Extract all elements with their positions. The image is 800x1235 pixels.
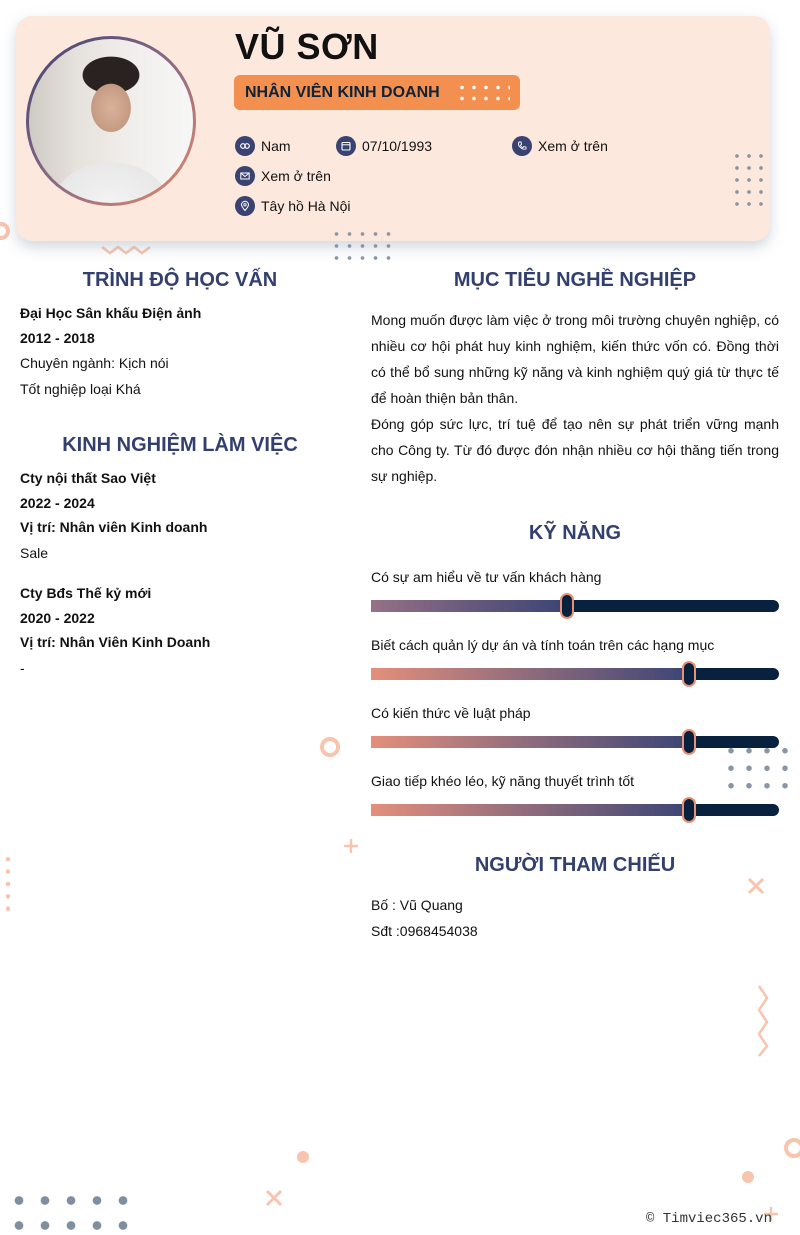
ring-decoration — [0, 222, 10, 240]
objective-paragraph: Đóng góp sức lực, trí tuệ để tạo nên sự phát triển vững mạnh cho Công ty. Từ đó được đón nhận nhiều cơ hội thăng tiến trong sự nghiệp. — [371, 416, 779, 484]
skill-label: Có sự am hiểu về tư vấn khách hàng — [371, 569, 602, 585]
skill-label: Có kiến thức về luật pháp — [371, 705, 531, 721]
experience-period: 2022 - 2024 — [20, 495, 95, 511]
education-grade: Tốt nghiệp loại Khá — [20, 381, 141, 397]
cross-decoration — [746, 876, 766, 896]
skills-title: KỸ NĂNG — [528, 522, 622, 544]
skill-bar-handle — [682, 661, 696, 687]
education-title: TRÌNH ĐỘ HỌC VẤN — [82, 269, 278, 291]
experience-position: Vị trí: Nhân Viên Kinh Doanh — [20, 634, 211, 650]
experience-description: Sale — [20, 545, 49, 561]
skill-bar-fill — [371, 668, 689, 680]
phone-info — [512, 136, 608, 156]
candidate-name: VŨ SƠN — [235, 26, 379, 67]
avatar — [26, 36, 196, 206]
dots-decoration — [330, 228, 396, 264]
profile-photo — [29, 39, 193, 203]
skill-bar — [371, 804, 779, 816]
skill-bar-fill — [371, 600, 567, 612]
skill-bar-fill — [371, 804, 689, 816]
experience-description: - — [20, 660, 25, 676]
email-value: Xem ở trên — [261, 168, 331, 184]
copyright-footer: © Timviec365.vn — [645, 1211, 772, 1227]
job-title-badge — [234, 75, 520, 110]
phone-icon — [512, 136, 532, 156]
zigzag-decoration — [100, 244, 152, 256]
mail-icon — [235, 166, 255, 186]
dots-decoration — [4, 853, 12, 911]
reference-name: Bố : Vũ Quang — [371, 897, 463, 913]
dot-decoration — [742, 1171, 754, 1183]
dots-decoration — [456, 82, 510, 102]
birthdate-info — [336, 136, 432, 156]
skill-bar — [371, 668, 779, 680]
skill-label: Giao tiếp khéo léo, kỹ năng thuyết trình tốt — [371, 773, 635, 789]
email-info — [235, 166, 331, 186]
skill-bar-fill — [371, 736, 689, 748]
address-value: Tây hồ Hà Nội — [261, 198, 351, 214]
experience-company: Cty nội thất Sao Việt — [20, 470, 156, 486]
education-major: Chuyên ngành: Kịch nói — [20, 355, 169, 371]
phone-value: Xem ở trên — [538, 138, 608, 154]
zigzag-decoration — [756, 984, 770, 1058]
job-title: NHÂN VIÊN KINH DOANH — [245, 84, 440, 101]
reference-phone: Sđt :0968454038 — [371, 923, 478, 939]
experience-period: 2020 - 2022 — [20, 610, 95, 626]
skill-bar-handle — [682, 797, 696, 823]
dots-decoration — [722, 742, 790, 790]
dots-decoration — [731, 150, 767, 210]
birthdate-value: 07/10/1993 — [362, 138, 433, 154]
skill-bar-handle — [560, 593, 574, 619]
objective-title: MỤC TIÊU NGHỀ NGHIỆP — [453, 269, 697, 291]
objective-paragraph: Mong muốn được làm việc ở trong môi trường chuyên nghiệp, có nhiều cơ hội phát huy kinh nghiệm, kiến thức vốn có. Đồng thời có thể bổ sung những kỹ năng và kinh nghiệm quý giá từ thực tế để hoàn thiện bản thân. — [371, 312, 779, 406]
gender-info — [235, 136, 291, 156]
address-info — [235, 196, 350, 216]
gender-value: Nam — [261, 138, 291, 154]
education-period: 2012 - 2018 — [20, 330, 95, 346]
references-title: NGƯỜI THAM CHIẾU — [474, 854, 676, 876]
dot-decoration — [297, 1151, 309, 1163]
experience-position: Vị trí: Nhân viên Kinh doanh — [20, 519, 208, 535]
ring-decoration — [784, 1138, 800, 1158]
experience-company: Cty Bđs Thế kỷ mới — [20, 585, 152, 601]
skill-label: Biết cách quản lý dự án và tính toán trên các hạng mục — [371, 637, 715, 653]
skill-bar — [371, 600, 779, 612]
skill-bar-handle — [682, 729, 696, 755]
cross-decoration — [264, 1188, 284, 1208]
ring-decoration — [320, 737, 340, 757]
dots-decoration — [6, 1188, 136, 1235]
location-icon — [235, 196, 255, 216]
gender-icon — [235, 136, 255, 156]
education-school: Đại Học Sân khấu Điện ảnh — [20, 305, 202, 321]
calendar-icon — [336, 136, 356, 156]
experience-title: KINH NGHIỆM LÀM VIỆC — [62, 434, 298, 456]
skill-bar — [371, 736, 779, 748]
plus-decoration — [342, 837, 360, 855]
